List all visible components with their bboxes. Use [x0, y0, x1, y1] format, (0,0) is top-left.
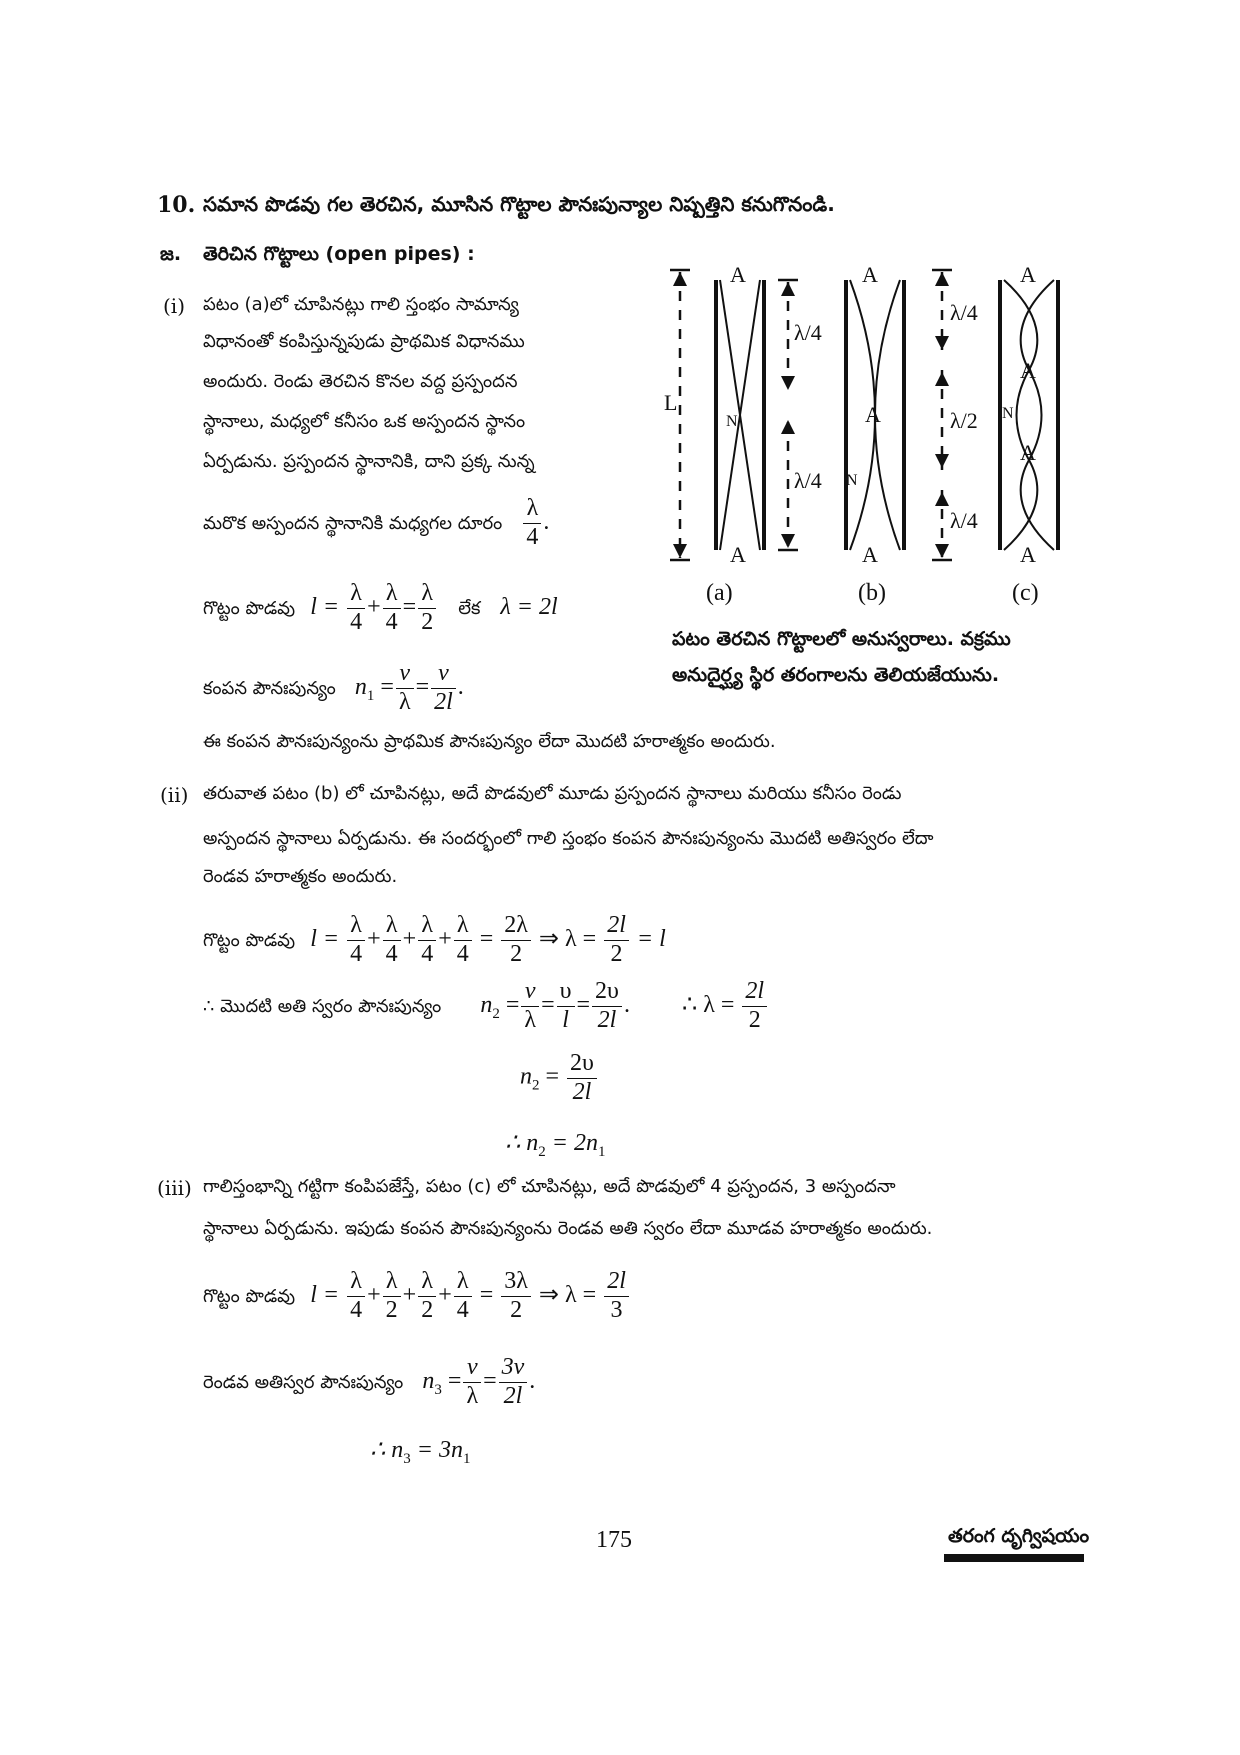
- part-i-line-5: ఏర్పడును. ప్రస్పందన స్థానానికి, దాని ప్రక్క నున్న: [203, 451, 535, 472]
- therefore-lambda-equation: ∴ λ = $\frac{2l}{2}$: [682, 992, 769, 1018]
- part-i-closing: ఈ కంపన పౌనఃపున్యంను ప్రాథమిక పౌనఃపున్యం లేదా మొదటి హరాత్మకం అందురు.: [203, 731, 776, 752]
- part-ii-line-1: తరువాత పటం (b) లో చూపినట్లు, అదే పొడవులో మూడు ప్రస్పందన స్థానాలు మరియు కనీసం రెండు: [203, 783, 902, 804]
- label-c-node: N: [1002, 405, 1014, 422]
- label-quarter-c1: λ/4: [950, 300, 978, 325]
- label-c-bottom: A: [1020, 542, 1036, 567]
- part-iii-marker: (iii): [157, 1176, 192, 1200]
- label-c-top: A: [1020, 262, 1036, 287]
- part-i-length-label: గొట్టం పొడవు: [203, 598, 296, 620]
- part-iii-line-1: గాలిస్తంభాన్ని గట్టిగా కంపిపజేస్తే, పటం (c) లో చూపినట్లు, అదే పొడవులో 4 ప్రస్పందన, 3 అస్పందనా: [203, 1176, 896, 1197]
- page-number: 175: [596, 1527, 632, 1553]
- label-b-top: A: [862, 262, 878, 287]
- arrow-up-a: [673, 272, 687, 286]
- arrow-up-b: [781, 282, 795, 296]
- open-pipes-figure: [660, 260, 1100, 620]
- label-length: L: [664, 390, 678, 415]
- n2-equation: $n_2$ = $\frac{2\upsilon}{2l}$: [520, 1050, 599, 1106]
- part-ii-overtone-label: ∴ మొదటి అతి స్వరం పౌనఃపున్యం: [203, 996, 442, 1018]
- arrow-up-b-2: [781, 420, 795, 434]
- part-ii-line-2: అస్పందన స్థానాలు ఏర్పడును. ఈ సందర్భంలో గాలి స్తంభం కంపన పౌనఃపున్యంను మొదటి అతిస్వరం లేదా: [203, 828, 934, 849]
- part-iii-length-equation: l = $\frac{\lambda}{4}$ + $\frac{\lambda}{2}$ + $\frac{\lambda}{2}$ + $\frac{\lambda}{4}$ = $\frac{3\lambda}{2}$ ⇒ λ = $\frac{2l}{3}$: [310, 1282, 631, 1308]
- arrow-down-a: [673, 544, 687, 558]
- part-ii-line-3: రెండవ హరాత్మకం అందురు.: [203, 866, 398, 887]
- part-i-line-3: అందురు. రెండు తెరచిన కొనల వద్ద ప్రస్పందన: [203, 371, 518, 392]
- part-ii-length-label: గొట్టం పొడవు: [203, 930, 296, 952]
- label-c-mid1: A: [1020, 358, 1036, 383]
- part-iii-length-label: గొట్టం పొడవు: [203, 1286, 296, 1308]
- question-text: సమాన పొడవు గల తెరచిన, మూసిన గొట్టాల పౌనఃపున్యాల నిష్పత్తిని కనుగొనండి.: [203, 192, 835, 216]
- arrow-up-c-3: [935, 492, 949, 506]
- part-i-marker: (i): [163, 294, 186, 318]
- part-iii-line-2: స్థానాలు ఏర్పడును. ఇపుడు కంపన పౌనఃపున్యంను రెండవ అతి స్వరం లేదా మూడవ హరాత్మకం అందురు.: [203, 1218, 933, 1239]
- label-b-bottom: A: [862, 542, 878, 567]
- part-i-frequency-label: కంపన పౌనఃపున్యం: [203, 678, 336, 700]
- label-quarter-c2: λ/4: [950, 508, 978, 533]
- label-a-node: N: [726, 413, 738, 430]
- arrow-down-c-2: [935, 454, 949, 468]
- label-c-mid2: A: [1020, 440, 1036, 465]
- part-iii-overtone-label: రెండవ అతిస్వర పౌనఃపున్యం: [203, 1372, 404, 1394]
- n3-result: ∴ $n_3 = 3n_1$: [370, 1437, 471, 1467]
- arrow-down-c-1: [935, 336, 949, 350]
- part-i-line-4: స్థానాలు, మధ్యలో కనీసం ఒక అస్పందన స్థానం: [203, 411, 526, 432]
- arrow-up-c-2: [935, 372, 949, 386]
- chapter-title: తరంగ దృగ్విషయం: [948, 1525, 1090, 1547]
- answer-heading: తెరిచిన గొట్టాలు (open pipes) :: [203, 243, 475, 265]
- arrow-down-c-3: [935, 544, 949, 558]
- arrow-down-b-1: [781, 376, 795, 390]
- answer-label: జ.: [160, 243, 182, 265]
- label-a-bottom: A: [730, 542, 746, 567]
- label-b-node: N: [846, 472, 858, 489]
- label-a-top: A: [730, 262, 746, 287]
- label-half-c: λ/2: [950, 408, 978, 433]
- part-i-length-equation: l = $\frac{\lambda}{4}$ + $\frac{\lambda}{4}$ = $\frac{\lambda}{2}$ లేక λ = 2l: [310, 580, 558, 635]
- pipe-c-wave-2: [1021, 280, 1054, 550]
- label-b-mid: A: [865, 402, 881, 427]
- footer-bar: [944, 1554, 1084, 1562]
- n2-result: ∴ $n_2 = 2n_1$: [505, 1130, 606, 1160]
- part-i-line-6: మరొక అస్పందన స్థానానికి మధ్యగల దూరం: [203, 513, 503, 535]
- figure-label-b: (b): [858, 580, 886, 606]
- label-quarter-b1: λ/4: [794, 320, 822, 345]
- part-ii-marker: (ii): [160, 783, 189, 807]
- distance-fraction: $\frac{\lambda}{4}$: [523, 495, 541, 551]
- arrow-down-b-2: [781, 534, 795, 548]
- part-i-line-2: విధానంతో కంపిస్తున్నపుడు ప్రాథమిక విధానము: [203, 331, 525, 352]
- arrow-up-c: [935, 272, 949, 286]
- figure-label-a: (a): [706, 580, 733, 606]
- question-number: 10.: [157, 192, 196, 218]
- part-iii-overtone-equation: $n_3$ = $\frac{v}{\lambda}$ = $\frac{3v}{2l}$ .: [422, 1354, 536, 1409]
- part-ii-overtone-equation: $n_2$ = $\frac{v}{\lambda}$ = $\frac{\upsilon}{l}$ = $\frac{2\upsilon}{2l}$ .: [480, 978, 630, 1033]
- part-ii-length-equation: l = $\frac{\lambda}{4}$ + $\frac{\lambda}{4}$ + $\frac{\lambda}{4}$ + $\frac{\lambda}{4}$ = $\frac{2\lambda}{2}$ ⇒ λ = $\frac{2l}{2}$ = l: [310, 912, 666, 967]
- part-i-line-1: పటం (a)లో చూపినట్లు గాలి స్తంభం సామాన్య: [203, 294, 519, 315]
- label-quarter-b2: λ/4: [794, 468, 822, 493]
- figure-caption-line-1: పటం తెరచిన గొట్టాలలో అనుస్వరాలు. వక్రము: [672, 628, 1011, 650]
- figure-caption-line-2: అనుదైర్ఘ్య స్థిర తరంగాలను తెలియజేయును.: [672, 664, 1000, 686]
- part-i-frequency-equation: $n_1$ = $\frac{v}{\lambda}$ = $\frac{v}{2l}$ .: [354, 660, 464, 715]
- figure-label-c: (c): [1012, 580, 1039, 606]
